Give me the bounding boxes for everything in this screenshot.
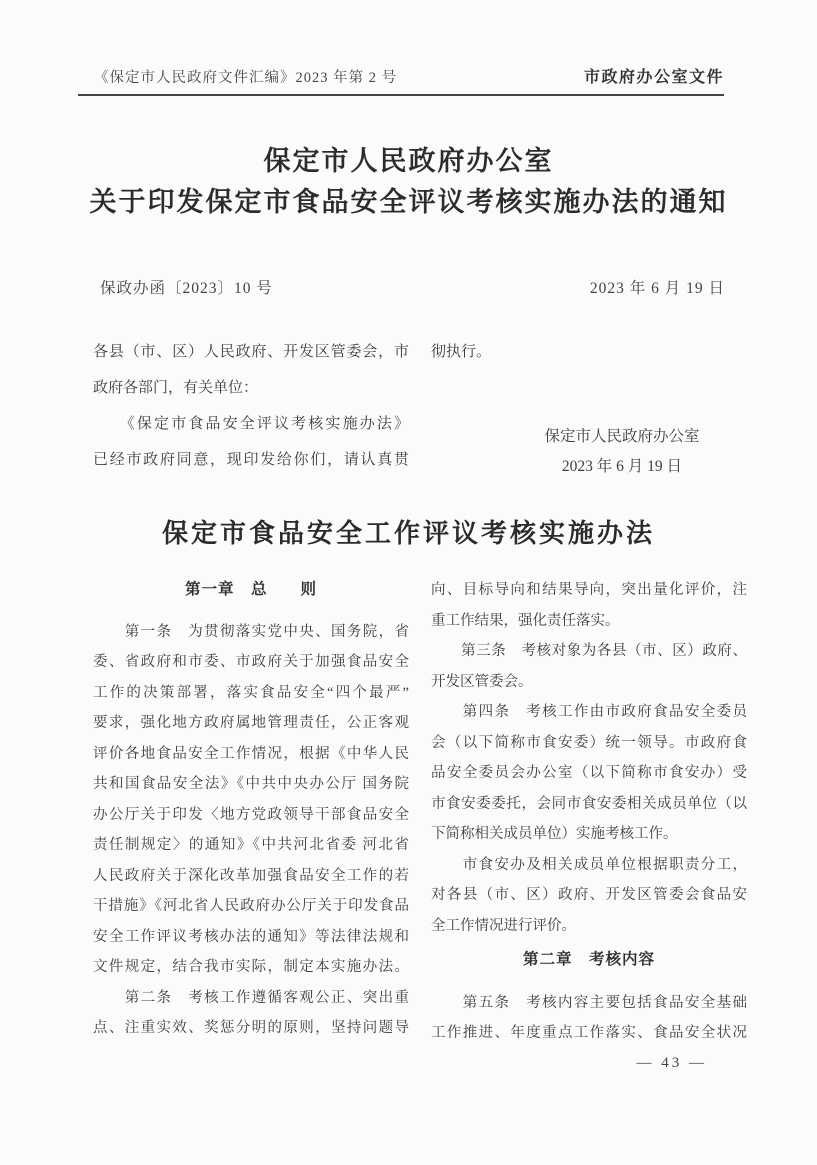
doc-number-row [100,276,725,298]
header-doc-type-label: 市政府办公室文件 [583,69,724,86]
notice-line: 已经市政府同意，现印发给你们，请认真贯 [93,452,409,468]
body-line: 工作的决策部署，落实食品安全“四个最严” [93,684,409,701]
signature-org: 保定市人民政府办公室 [544,428,700,445]
body-line: 市食安办及相关成员单位根据职责分工， [431,856,747,873]
body-line: 对各县（市、区）政府、开发区管委会食品安 [431,887,747,903]
body-line: 人民政府关于深化改革加强食品安全工作的若 [93,867,409,884]
body-line: 第五条 考核内容主要包括食品安全基础 [431,994,747,1011]
page-header [78,64,724,96]
signature-date: 2023 年 6 月 19 日 [561,458,683,475]
notice-body [93,334,747,482]
body-line: 评价各地食品安全工作情况，根据《中华人民 [93,745,409,762]
body-line: 第一条 为贯彻落实党中央、国务院，省 [93,623,409,640]
body-line: 点、注重实效、奖惩分明的原则，坚持问题导 [93,1020,409,1036]
notice-title [0,141,817,223]
body-line: 安全工作评议考核办法的通知》等法律法规和 [93,928,409,945]
measure-body [93,575,747,1049]
chapter-2-heading: 第二章 考核内容 [522,951,655,968]
body-line: 全工作情况进行评价。 [431,917,576,934]
page-number: — 43 — [636,1055,707,1071]
body-line: 市食安委委托，会同市食安委相关成员单位（以 [431,795,747,812]
body-line: 开发区管委会。 [431,673,533,690]
notice-line: 各县（市、区）人民政府、开发区管委会，市 [93,344,409,360]
body-line: 品安全委员会办公室（以下简称市食安办）受 [431,765,747,781]
measure-right-column [431,575,747,1049]
body-line: 下简称相关成员单位）实施考核工作。 [431,826,678,842]
body-line: 责任制规定〉的通知》《中共河北省委 河北省 [93,837,409,853]
body-line: 会（以下简称市食安委）统一领导。市政府食 [431,734,747,751]
body-line: 第四条 考核工作由市政府食品安全委员 [431,704,747,720]
body-line: 要求，强化地方政府属地管理责任，公正客观 [93,715,409,731]
notice-line: 彻执行。 [431,344,492,360]
body-line: 第三条 考核对象为各县（市、区）政府、 [431,643,747,659]
body-line: 文件规定，结合我市实际，制定本实施办法。 [93,959,409,975]
measure-left-column [93,575,409,1049]
doc-number: 保政办函〔2023〕10 号 [100,280,273,297]
body-line: 重工作结果，强化责任落实。 [431,612,620,629]
notice-body-right-column [431,334,747,482]
body-line: 干措施》《河北省人民政府办公厅关于印发食品 [93,898,409,914]
notice-title-line2: 关于印发保定市食品安全评议考核实施办法的通知 [89,187,728,217]
body-line: 办公厅关于印发〈地方党政领导干部食品安全 [93,806,409,823]
signature-block [497,422,747,482]
body-line: 向、目标导向和结果导向，突出量化评价，注 [431,582,747,598]
doc-date: 2023 年 6 月 19 日 [589,280,725,297]
chapter-1-heading: 第一章 总 则 [184,581,317,598]
body-line: 第二条 考核工作遵循客观公正、突出重 [93,989,409,1006]
measure-title: 保定市食品安全工作评议考核实施办法 [161,519,655,548]
header-compilation-label: 《保定市人民政府文件汇编》2023 年第 2 号 [94,70,398,86]
notice-line: 《保定市食品安全评议考核实施办法》 [93,416,409,432]
body-line: 共和国食品安全法》《中共中央办公厅 国务院 [93,776,409,792]
body-line: 委、省政府和市委、市政府关于加强食品安全 [93,654,409,670]
body-line: 工作推进、年度重点工作落实、食品安全状况 [431,1025,747,1041]
notice-body-left-column [93,334,409,482]
notice-line: 政府各部门，有关单位： [93,380,259,396]
notice-title-line1: 保定市人民政府办公室 [263,146,554,176]
